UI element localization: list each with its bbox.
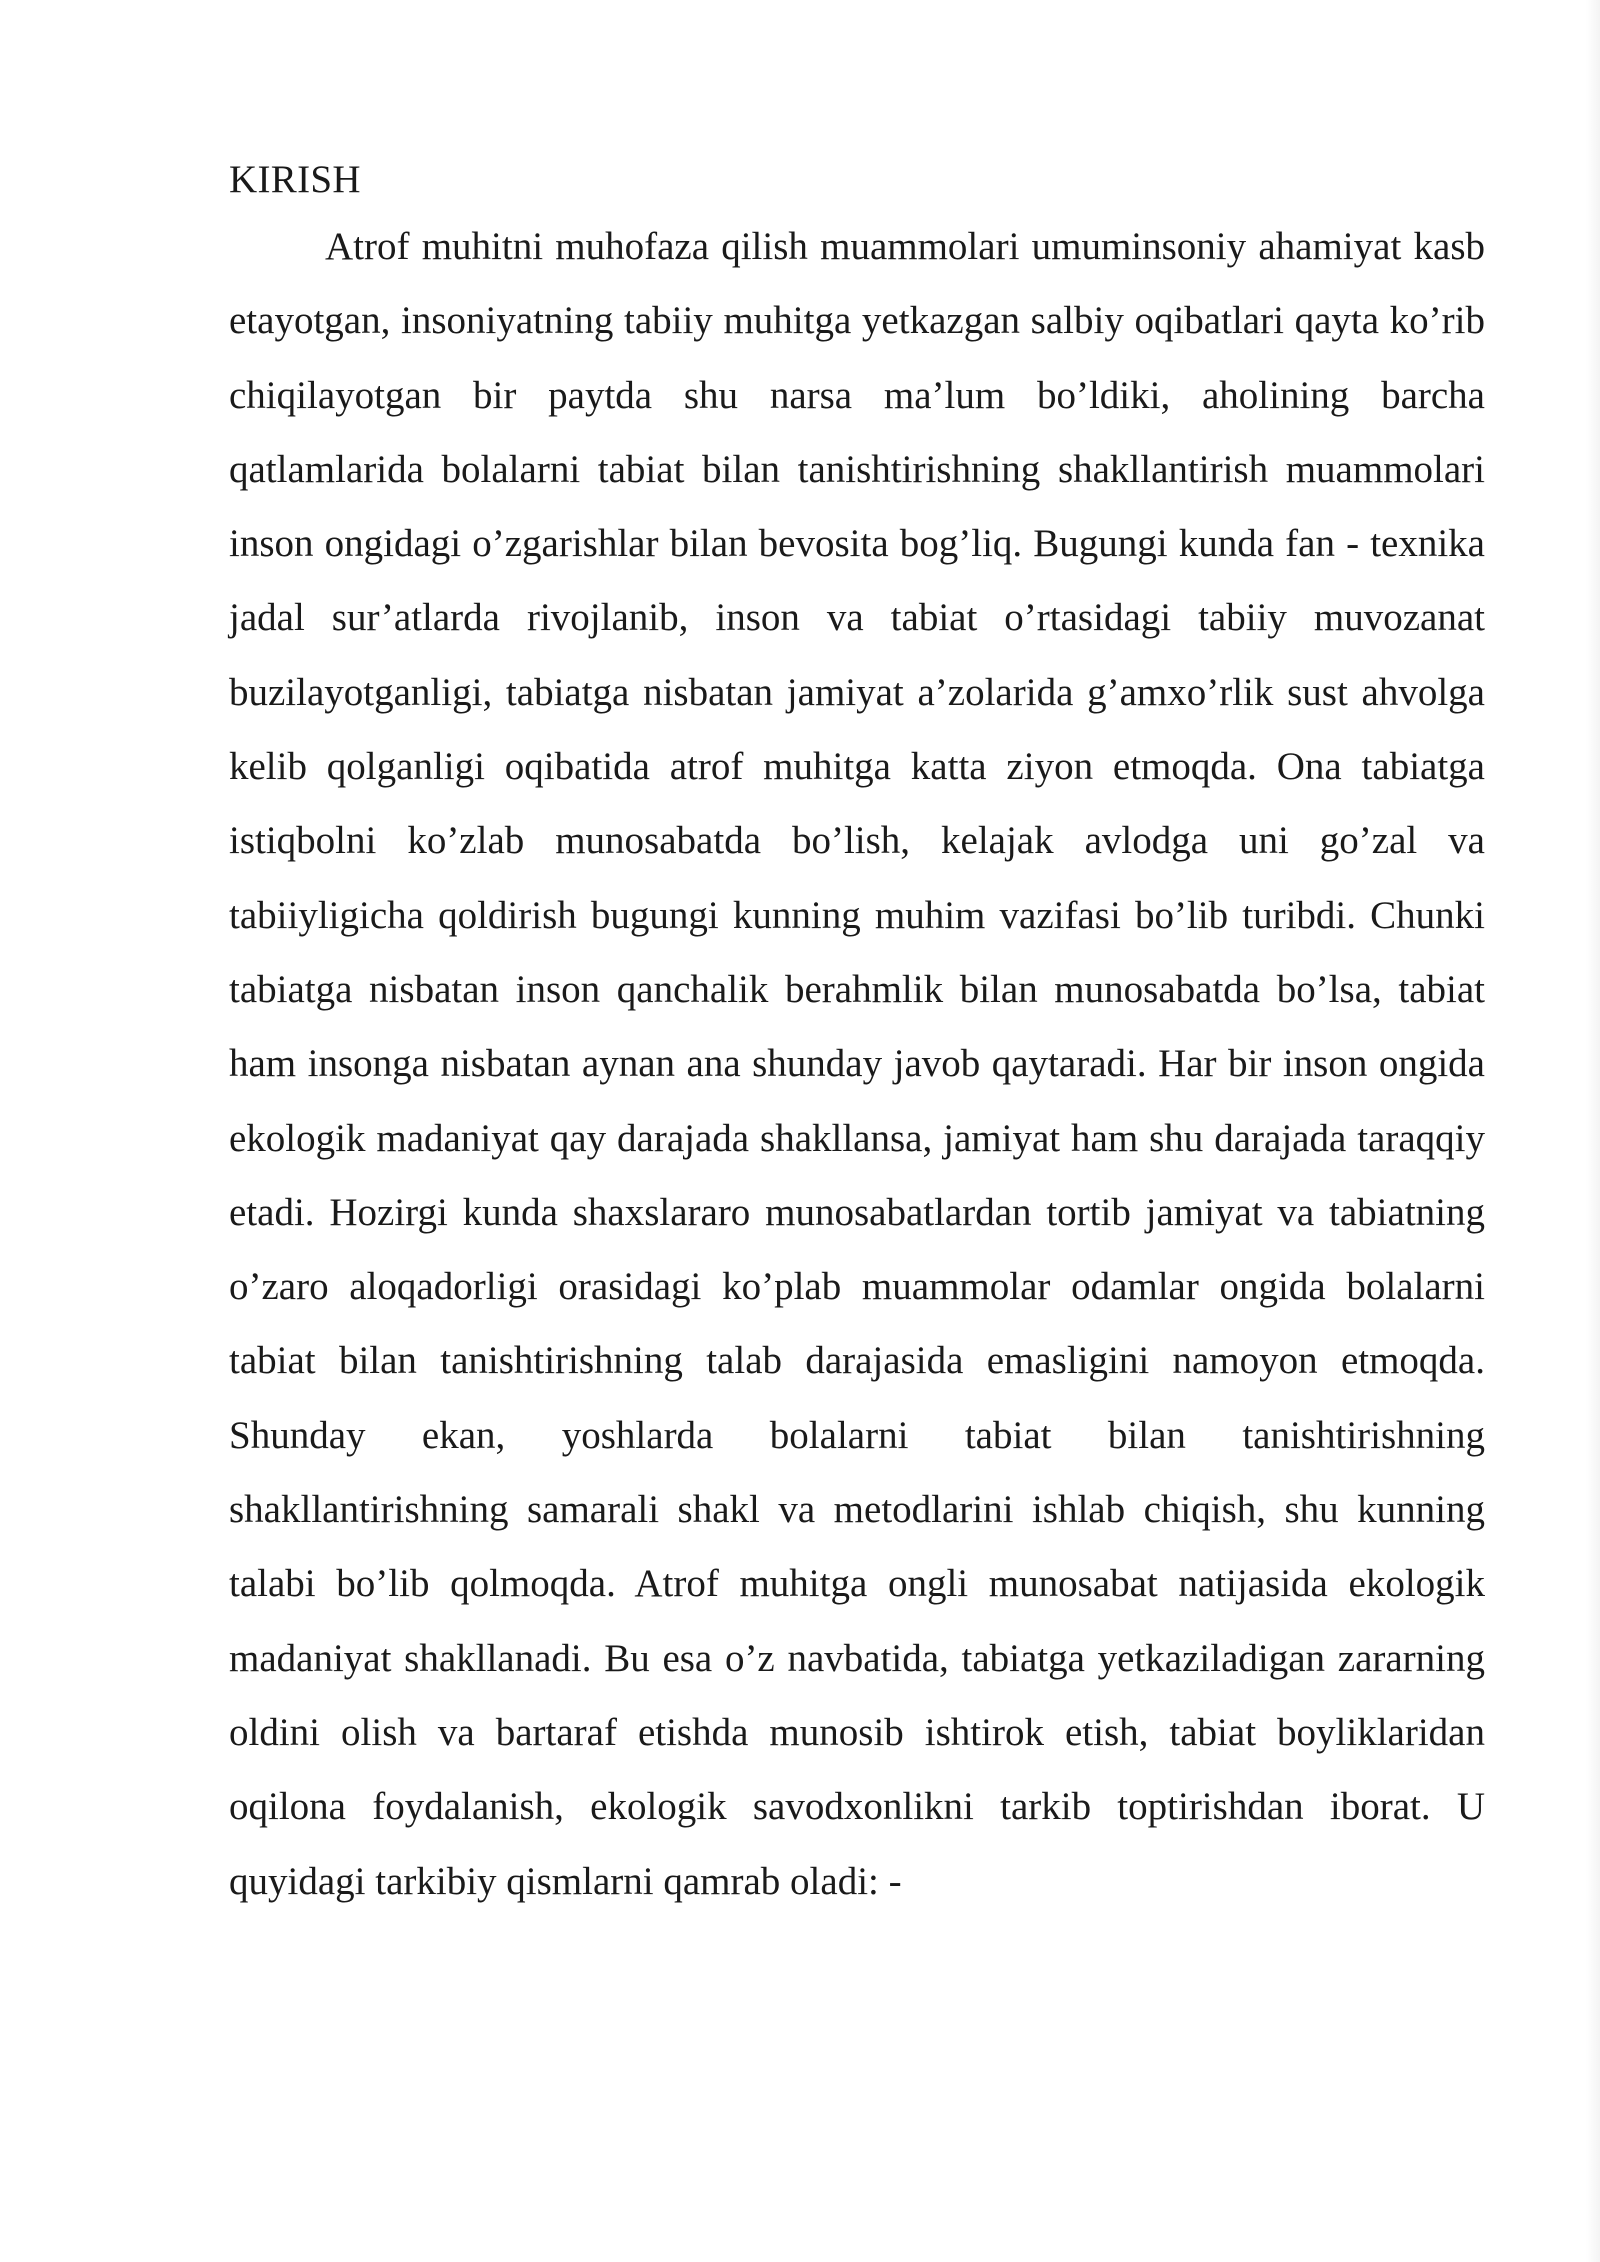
section-heading: KIRISH [229, 158, 361, 201]
body-paragraph: Atrof muhitni muhofaza qilish muammolari umuminsoniy ahamiyat kasb etayotgan, insoniyatning tabiiy muhitga yetkazgan salbiy oqibatlari qayta ko’rib chiqilayotgan bir paytda shu narsa ma’lum bo’ldiki, aholining barcha qatlamlarida bolalarni tabiat bilan tanishtirishning shakllantirish muammolari inson ongidagi o’zgarishlar bilan bevosita bog’liq. Bugungi kunda fan - texnika jadal sur’atlarda rivojlanib, inson va tabiat o’rtasidagi tabiiy muvozanat buzilayotganligi, tabiatga nisbatan jamiyat a’zolarida g’amxo’rlik sust ahvolga kelib qolganligi oqibatida atrof muhitga katta ziyon etmoqda. Ona tabiatga istiqbolni ko’zlab munosabatda bo’lish, kelajak avlodga uni go’zal va tabiiyligicha qoldirish bugungi kunning muhim vazifasi bo’lib turibdi. Chunki tabiatga nisbatan inson qanchalik berahmlik bilan munosabatda bo’lsa, tabiat ham insonga nisbatan aynan ana shunday javob qaytaradi. Har bir inson ongida ekologik madaniyat qay darajada shakllansa, jamiyat ham shu darajada taraqqiy etadi. Hozirgi kunda shaxslararo munosabatlardan tortib jamiyat va tabiatning o’zaro aloqadorligi orasidagi ko’plab muammolar odamlar ongida bolalarni tabiat bilan tanishtirishning talab darajasida emasligini namoyon etmoqda. Shunday ekan, yoshlarda bolalarni tabiat bilan tanishtirishning shakllantirishning samarali shakl va metodlarini ishlab chiqish, shu kunning talabi bo’lib qolmoqda. Atrof muhitga ongli munosabat natijasida ekologik madaniyat shakllanadi. Bu esa o’z navbatida, tabiatga yetkaziladigan zararning oldini olish va bartaraf etishda munosib ishtirok etish, tabiat boyliklaridan oqilona foydalanish, ekologik savodxonlikni tarkib toptirishdan iborat. U quyidagi tarkibiy qismlarni qamrab oladi: - [229, 225, 1485, 1903]
page-edge-shadow [1586, 0, 1600, 2262]
page-content [229, 150, 1485, 1919]
